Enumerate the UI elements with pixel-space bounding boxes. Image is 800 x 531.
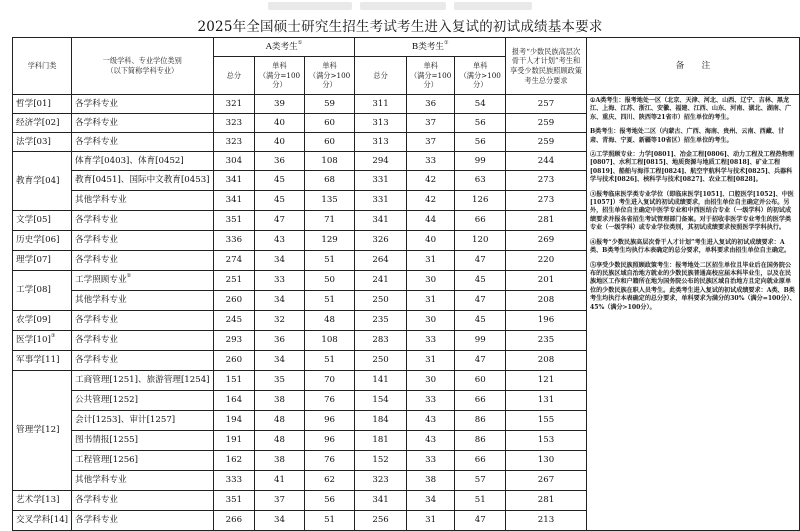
footnote-marker: ② (126, 273, 132, 280)
subject-label: 公共管理[1252] (75, 395, 138, 406)
discipline-cell (13, 491, 72, 511)
b-score-cell: 326 (355, 231, 406, 251)
discipline-cell (13, 95, 72, 114)
b-score-cell: 120 (455, 231, 506, 251)
b-score-cell: 47 (455, 351, 506, 371)
b-score-cell: 37 (406, 133, 455, 152)
discipline-label: 医学[10] (16, 335, 51, 346)
b-score-cell: 60 (455, 371, 506, 391)
subject-label: 各学科专业 (75, 117, 119, 128)
header-total: 总分 (355, 57, 406, 95)
subject-label: 各学科专业 (75, 136, 119, 147)
subject-cell (72, 95, 214, 114)
header-minority: 报考“少数民族高层次骨干人才计划”考生和享受少数民族照顾政策考生总分要求 (506, 38, 587, 95)
discipline-cell (13, 231, 72, 251)
page-title: 2025年全国硕士研究生招生考试考生进入复试的初试成绩基本要求 (197, 19, 603, 35)
discipline-cell (13, 271, 72, 311)
a-score-cell: 191 (213, 431, 255, 451)
minority-score-cell: 257 (506, 95, 587, 114)
subject-label: 各学科专业 (75, 335, 119, 346)
a-score-cell: 56 (304, 491, 355, 511)
a-score-cell: 48 (255, 411, 305, 431)
b-score-cell: 99 (455, 331, 506, 351)
minority-score-cell: 196 (506, 311, 587, 331)
discipline-label: 艺术学[13] (16, 495, 60, 506)
discipline-label: 农学[09] (16, 315, 51, 326)
subject-label: 其他学科专业 (75, 475, 127, 486)
header-row (13, 38, 800, 57)
b-score-cell: 184 (355, 411, 406, 431)
b-score-cell: 341 (355, 491, 406, 511)
header-remarks: 备 注 (587, 38, 800, 95)
header-b-label: B类考生 (411, 41, 444, 52)
minority-score-cell: 269 (506, 231, 587, 251)
discipline-cell (13, 331, 72, 351)
header-line: 一级学科、专业学位类别 (102, 56, 182, 66)
subject-cell (72, 451, 214, 471)
b-score-cell: 141 (355, 371, 406, 391)
a-score-cell: 135 (304, 191, 355, 211)
header-first-level (72, 38, 214, 95)
b-score-cell: 51 (455, 491, 506, 511)
header-a-group (213, 38, 355, 57)
header-b-group (355, 38, 506, 57)
b-score-cell: 30 (406, 311, 455, 331)
subject-cell (72, 431, 214, 451)
b-score-cell: 33 (406, 331, 455, 351)
b-score-cell: 47 (455, 251, 506, 271)
b-score-cell: 31 (406, 351, 455, 371)
b-score-cell: 43 (406, 411, 455, 431)
b-score-cell: 31 (406, 251, 455, 271)
a-score-cell: 293 (213, 331, 255, 351)
minority-score-cell: 259 (506, 114, 587, 133)
a-score-cell: 48 (304, 311, 355, 331)
a-score-cell: 251 (213, 271, 255, 291)
discipline-label: 哲学[01] (16, 98, 51, 109)
a-score-cell: 38 (255, 391, 305, 411)
discipline-cell (13, 351, 72, 371)
minority-score-cell: 281 (506, 491, 587, 511)
footnote: ④报考“少数民族高层次骨干人才计划”考生进入复试的初试成绩要求：A类、B类考生均执行本表确定的总分要求，单科要求由招生单位自主确定。 (590, 238, 791, 255)
subject-label: 其他学科专业 (75, 195, 127, 206)
top-banner (0, 0, 800, 14)
a-score-cell: 70 (304, 371, 355, 391)
b-score-cell: 341 (355, 211, 406, 231)
a-score-cell: 351 (213, 491, 255, 511)
minority-score-cell: 244 (506, 152, 587, 171)
b-score-cell: 44 (406, 211, 455, 231)
a-score-cell: 34 (255, 511, 305, 531)
b-score-cell: 45 (455, 311, 506, 331)
subject-cell (72, 191, 214, 211)
a-score-cell: 43 (255, 231, 305, 251)
b-score-cell: 47 (455, 511, 506, 531)
b-score-cell: 86 (455, 431, 506, 451)
a-score-cell: 45 (255, 171, 305, 191)
a-score-cell: 45 (255, 191, 305, 211)
a-score-cell: 108 (304, 152, 355, 171)
b-score-cell: 264 (355, 251, 406, 271)
discipline-cell (13, 152, 72, 211)
subject-label: 其他学科专业 (75, 295, 127, 306)
footnote-marker: ① (297, 39, 303, 46)
minority-score-cell: 267 (506, 471, 587, 491)
a-score-cell: 36 (255, 152, 305, 171)
b-score-cell: 181 (355, 431, 406, 451)
discipline-cell (13, 133, 72, 152)
a-score-cell: 164 (213, 391, 255, 411)
a-score-cell: 76 (304, 391, 355, 411)
minority-score-cell: 131 (506, 391, 587, 411)
subject-label: 会计[1253]、审计[1257] (75, 415, 176, 426)
footnote-marker: ① (443, 39, 449, 46)
a-score-cell: 35 (255, 371, 305, 391)
subject-cell (72, 171, 214, 191)
subject-cell (72, 331, 214, 351)
subject-label: 各学科专业 (75, 255, 119, 266)
b-score-cell: 30 (406, 271, 455, 291)
b-score-cell: 331 (355, 171, 406, 191)
a-score-cell: 260 (213, 351, 255, 371)
subject-cell (72, 311, 214, 331)
discipline-label: 交叉学科[14] (16, 515, 69, 526)
a-score-cell: 245 (213, 311, 255, 331)
minority-score-cell: 259 (506, 133, 587, 152)
a-score-cell: 108 (304, 331, 355, 351)
minority-score-cell: 273 (506, 191, 587, 211)
a-score-cell: 59 (304, 95, 355, 114)
b-score-cell: 47 (455, 291, 506, 311)
a-score-cell: 129 (304, 231, 355, 251)
subject-cell (72, 114, 214, 133)
subject-cell (72, 511, 214, 531)
discipline-label: 历史学[06] (16, 235, 60, 246)
b-score-cell: 323 (355, 471, 406, 491)
header-single-gt100 (455, 57, 506, 95)
a-score-cell: 341 (213, 171, 255, 191)
discipline-label: 工学[08] (16, 285, 51, 296)
a-score-cell: 333 (213, 471, 255, 491)
b-score-cell: 66 (455, 391, 506, 411)
discipline-cell (13, 311, 72, 331)
header-total: 总分 (213, 57, 255, 95)
a-score-cell: 40 (255, 133, 305, 152)
discipline-cell (13, 114, 72, 133)
minority-score-cell: 155 (506, 411, 587, 431)
b-score-cell: 38 (406, 471, 455, 491)
a-score-cell: 34 (255, 351, 305, 371)
b-score-cell: 250 (355, 351, 406, 371)
b-score-cell: 56 (455, 114, 506, 133)
discipline-label: 理学[07] (16, 255, 51, 266)
b-score-cell: 40 (406, 231, 455, 251)
a-score-cell: 32 (255, 311, 305, 331)
subject-label: 工学照顾专业 (75, 275, 127, 286)
minority-score-cell: 220 (506, 251, 587, 271)
a-score-cell: 37 (255, 491, 305, 511)
subject-label: 图书情报[1255] (75, 435, 138, 446)
subject-cell (72, 251, 214, 271)
a-score-cell: 323 (213, 133, 255, 152)
b-score-cell: 56 (455, 133, 506, 152)
a-score-cell: 260 (213, 291, 255, 311)
minority-score-cell: 130 (506, 451, 587, 471)
footnote: ①A类考生：报考地处一区（北京、天津、河北、山西、辽宁、吉林、黑龙江、上海、江苏、浙江、安徽、福建、江西、山东、河南、湖北、湖南、广东、重庆、四川、陕西等21省市）招生单位的考生。 (590, 97, 792, 121)
discipline-label: 教育学[04] (16, 175, 60, 186)
discipline-label: 文学[05] (16, 215, 51, 226)
discipline-label: 军事学[11] (16, 355, 60, 366)
subject-cell (72, 371, 214, 391)
b-score-cell: 33 (406, 391, 455, 411)
b-score-cell: 126 (455, 191, 506, 211)
b-score-cell: 31 (406, 291, 455, 311)
blurred-text (454, 2, 532, 10)
blurred-text (360, 2, 446, 10)
discipline-cell (13, 371, 72, 491)
footnote: ③报考临床医学类专业学位（即临床医学[1051]、口腔医学[1052]、中医[1057]）考生进入复试的初试成绩要求，由招生单位自主确定并公布。另外，招生单位自主确定中医学专业和中西医结合专业（一级学科）的初试成绩要求并报各省招生考试管理部门备案。对于招收非医学专业考生的医学类专业（一级学科）或专业学位类别，其初试成绩要求按照医学学科执行。 (590, 190, 794, 232)
header-line: 单科 (473, 60, 488, 70)
b-score-cell: 283 (355, 331, 406, 351)
b-score-cell: 34 (406, 491, 455, 511)
b-score-cell: 54 (455, 95, 506, 114)
header-a-label: A类考生 (265, 41, 298, 52)
b-score-cell: 33 (406, 451, 455, 471)
b-score-cell: 154 (355, 391, 406, 411)
minority-score-cell: 153 (506, 431, 587, 451)
b-score-cell: 66 (455, 211, 506, 231)
table-row (13, 95, 800, 114)
b-score-cell: 256 (355, 511, 406, 531)
header-line: （满分=100分） (258, 70, 301, 90)
blurred-text (268, 2, 352, 10)
discipline-label: 管理学[12] (16, 425, 60, 436)
subject-label: 各学科专业 (75, 495, 119, 506)
a-score-cell: 323 (213, 114, 255, 133)
subject-label: 各学科专业 (75, 215, 119, 226)
a-score-cell: 60 (304, 133, 355, 152)
a-score-cell: 51 (304, 291, 355, 311)
a-score-cell: 62 (304, 471, 355, 491)
discipline-label: 经济学[02] (16, 117, 60, 128)
b-score-cell: 42 (406, 171, 455, 191)
b-score-cell: 152 (355, 451, 406, 471)
a-score-cell: 68 (304, 171, 355, 191)
minority-score-cell: 235 (506, 331, 587, 351)
subject-label: 工程管理[1256] (75, 455, 138, 466)
discipline-label: 法学[03] (16, 136, 51, 147)
subject-cell (72, 152, 214, 171)
subject-cell (72, 231, 214, 251)
b-score-cell: 45 (455, 271, 506, 291)
b-score-cell: 66 (455, 451, 506, 471)
a-score-cell: 36 (255, 331, 305, 351)
a-score-cell: 266 (213, 511, 255, 531)
a-score-cell: 274 (213, 251, 255, 271)
b-score-cell: 313 (355, 114, 406, 133)
subject-cell (72, 411, 214, 431)
a-score-cell: 48 (255, 431, 305, 451)
subject-cell (72, 491, 214, 511)
a-score-cell: 40 (255, 114, 305, 133)
discipline-cell (13, 211, 72, 231)
subject-cell (72, 211, 214, 231)
header-single-gt100 (304, 57, 355, 95)
a-score-cell: 39 (255, 95, 305, 114)
minority-score-cell: 213 (506, 511, 587, 531)
subject-label: 教育[0451]、国际中文教育[0453] (75, 175, 210, 186)
header-single-100 (406, 57, 455, 95)
subject-label: 体育学[0403]、体育[0452] (75, 155, 184, 166)
a-score-cell: 351 (213, 211, 255, 231)
b-score-cell: 86 (455, 411, 506, 431)
header-line: 单科 (272, 60, 287, 70)
score-requirements-table (12, 37, 800, 531)
subject-cell (72, 351, 214, 371)
footnote: B类考生：报考地处二区（内蒙古、广西、海南、贵州、云南、西藏、甘肃、青海、宁夏、新疆等10省区）招生单位的考生。 (590, 128, 785, 144)
a-score-cell: 41 (255, 471, 305, 491)
header-line: （以下简称学科专业） (106, 66, 179, 75)
a-score-cell: 71 (304, 211, 355, 231)
a-score-cell: 47 (255, 211, 305, 231)
a-score-cell: 51 (304, 351, 355, 371)
subject-cell (72, 133, 214, 152)
footnote: ②工学照顾专业：力学[0801]、冶金工程[0806]、动力工程及工程热物理[0807]、水利工程[0815]、地质资源与地质工程[0818]、矿业工程[0819]、船舶与海洋工程[0824]、航空宇航科学与技术[0825]、兵器科学与技术[0826]、核科学与技术[0827]、农业工程[0828]。 (590, 151, 794, 184)
header-single-100 (255, 57, 305, 95)
minority-score-cell: 208 (506, 351, 587, 371)
a-score-cell: 162 (213, 451, 255, 471)
a-score-cell: 51 (304, 511, 355, 531)
a-score-cell: 34 (255, 291, 305, 311)
a-score-cell: 336 (213, 231, 255, 251)
b-score-cell: 43 (406, 431, 455, 451)
a-score-cell: 33 (255, 271, 305, 291)
a-score-cell: 151 (213, 371, 255, 391)
footnote: ⑤享受少数民族照顾政策考生：报考地处二区招生单位且毕业后在国务院公布的民族区域自治地方就业的少数民族普通高校应届本科毕业生，以及在民族地区工作和户籍所在地为国务院公布的民族区域自治地方且定向就业原单位的少数民族在职人员考生。此类考生进入复试的初试成绩要求：A类、B类考生均执行本表确定的总分要求，单科要求为满分的30%（满分=100分）、45%（满分>100分）。 (590, 261, 796, 311)
subject-label: 各学科专业 (75, 315, 119, 326)
b-score-cell: 294 (355, 152, 406, 171)
subject-cell (72, 291, 214, 311)
a-score-cell: 194 (213, 411, 255, 431)
discipline-cell (13, 511, 72, 531)
b-score-cell: 37 (406, 114, 455, 133)
remarks-cell (587, 95, 800, 531)
subject-cell (72, 391, 214, 411)
minority-score-cell: 273 (506, 171, 587, 191)
minority-score-cell: 281 (506, 211, 587, 231)
minority-score-cell: 201 (506, 271, 587, 291)
b-score-cell: 311 (355, 95, 406, 114)
header-line: （满分>100分） (459, 70, 501, 90)
a-score-cell: 51 (304, 251, 355, 271)
b-score-cell: 63 (455, 171, 506, 191)
subject-cell (72, 271, 214, 291)
b-score-cell: 241 (355, 271, 406, 291)
b-score-cell: 31 (406, 511, 455, 531)
a-score-cell: 341 (213, 191, 255, 211)
subject-label: 各学科专业 (75, 355, 119, 366)
subject-label: 各学科专业 (75, 515, 119, 526)
minority-score-cell: 121 (506, 371, 587, 391)
a-score-cell: 304 (213, 152, 255, 171)
b-score-cell: 250 (355, 291, 406, 311)
footnote-marker: ③ (50, 333, 56, 340)
a-score-cell: 50 (304, 271, 355, 291)
b-score-cell: 30 (406, 371, 455, 391)
a-score-cell: 321 (213, 95, 255, 114)
header-discipline: 学科门类 (13, 38, 72, 95)
header-line: （满分>100分） (308, 70, 351, 90)
b-score-cell: 235 (355, 311, 406, 331)
header-line: 单科 (322, 60, 337, 70)
discipline-cell (13, 251, 72, 271)
a-score-cell: 76 (304, 451, 355, 471)
a-score-cell: 96 (304, 431, 355, 451)
a-score-cell: 96 (304, 411, 355, 431)
b-score-cell: 331 (355, 191, 406, 211)
a-score-cell: 34 (255, 251, 305, 271)
b-score-cell: 42 (406, 191, 455, 211)
minority-score-cell: 208 (506, 291, 587, 311)
subject-label: 工商管理[1251]、旅游管理[1254] (75, 375, 210, 386)
header-line: （满分=100分） (409, 70, 452, 90)
b-score-cell: 99 (455, 152, 506, 171)
b-score-cell: 33 (406, 152, 455, 171)
b-score-cell: 36 (406, 95, 455, 114)
header-line: 单科 (423, 60, 438, 70)
a-score-cell: 60 (304, 114, 355, 133)
a-score-cell: 38 (255, 451, 305, 471)
subject-label: 各学科专业 (75, 98, 119, 109)
b-score-cell: 313 (355, 133, 406, 152)
b-score-cell: 57 (455, 471, 506, 491)
subject-label: 各学科专业 (75, 235, 119, 246)
